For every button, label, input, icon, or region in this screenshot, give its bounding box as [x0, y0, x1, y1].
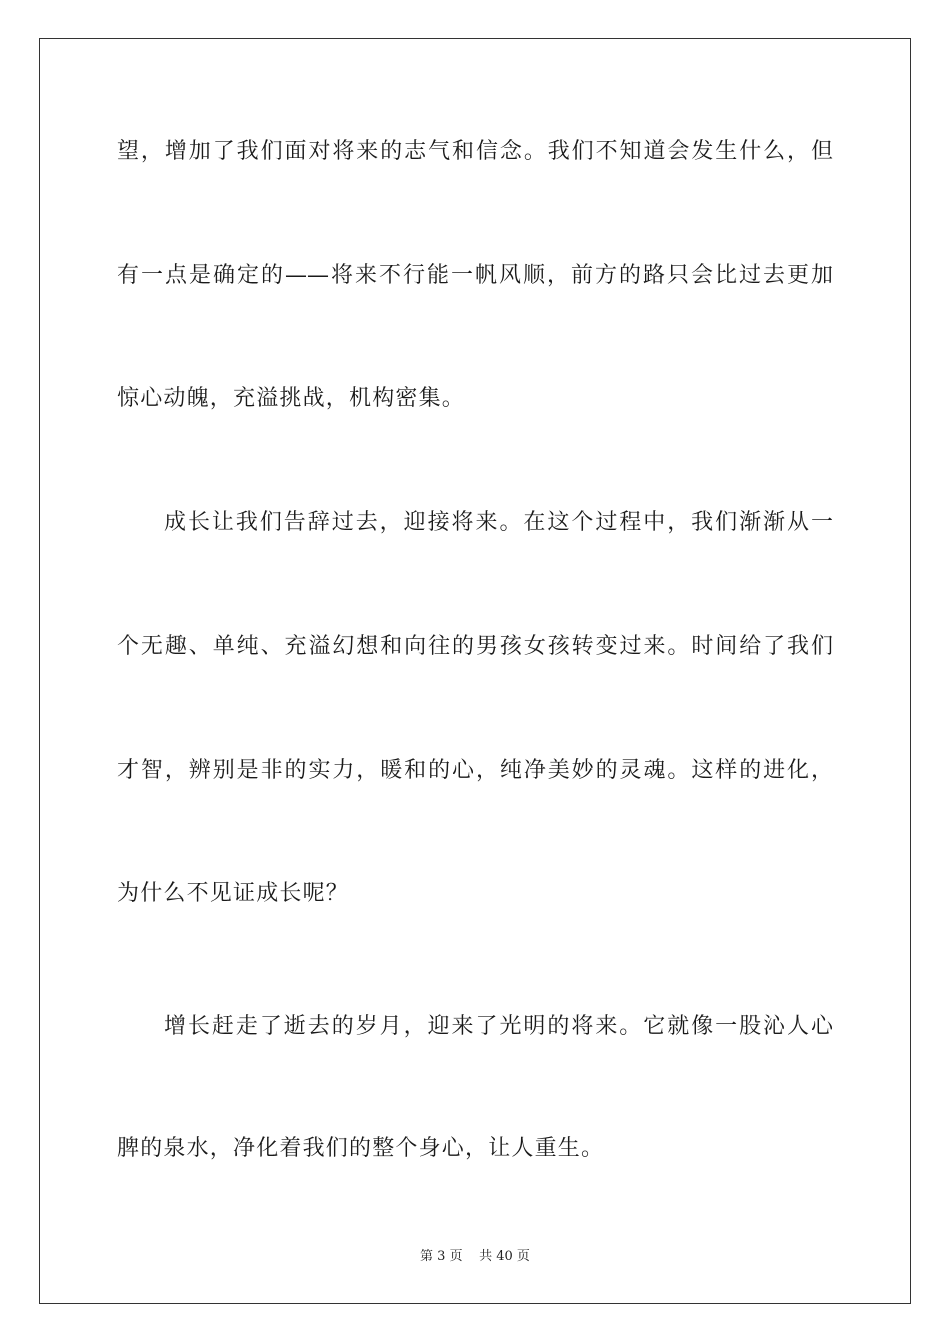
paragraph-line: 惊心动魄，充溢挑战，机构密集。: [117, 386, 466, 411]
page-total: 共 40 页: [479, 1249, 530, 1264]
page-border: [39, 38, 911, 1304]
paragraph-line: 成长让我们告辞过去，迎接将来。在这个过程中，我们渐渐从一: [164, 510, 833, 535]
paragraph-line: 才智，辨别是非的实力，暖和的心，纯净美妙的灵魂。这样的进化，: [117, 758, 833, 783]
paragraph-line: 增长赶走了逝去的岁月，迎来了光明的将来。它就像一股沁人心: [164, 1014, 833, 1039]
paragraph-line: 望，增加了我们面对将来的志气和信念。我们不知道会发生什么，但: [117, 139, 833, 164]
page-number: 第 3 页: [420, 1249, 463, 1264]
paragraph-line: 有一点是确定的——将来不行能一帆风顺，前方的路只会比过去更加: [117, 263, 833, 288]
paragraph-line: 个无趣、单纯、充溢幻想和向往的男孩女孩转变过来。时间给了我们: [117, 634, 833, 659]
paragraph-line: 为什么不见证成长呢？: [117, 881, 350, 906]
page-footer: [0, 1248, 950, 1266]
paragraph-line: 脾的泉水，净化着我们的整个身心，让人重生。: [117, 1136, 605, 1161]
